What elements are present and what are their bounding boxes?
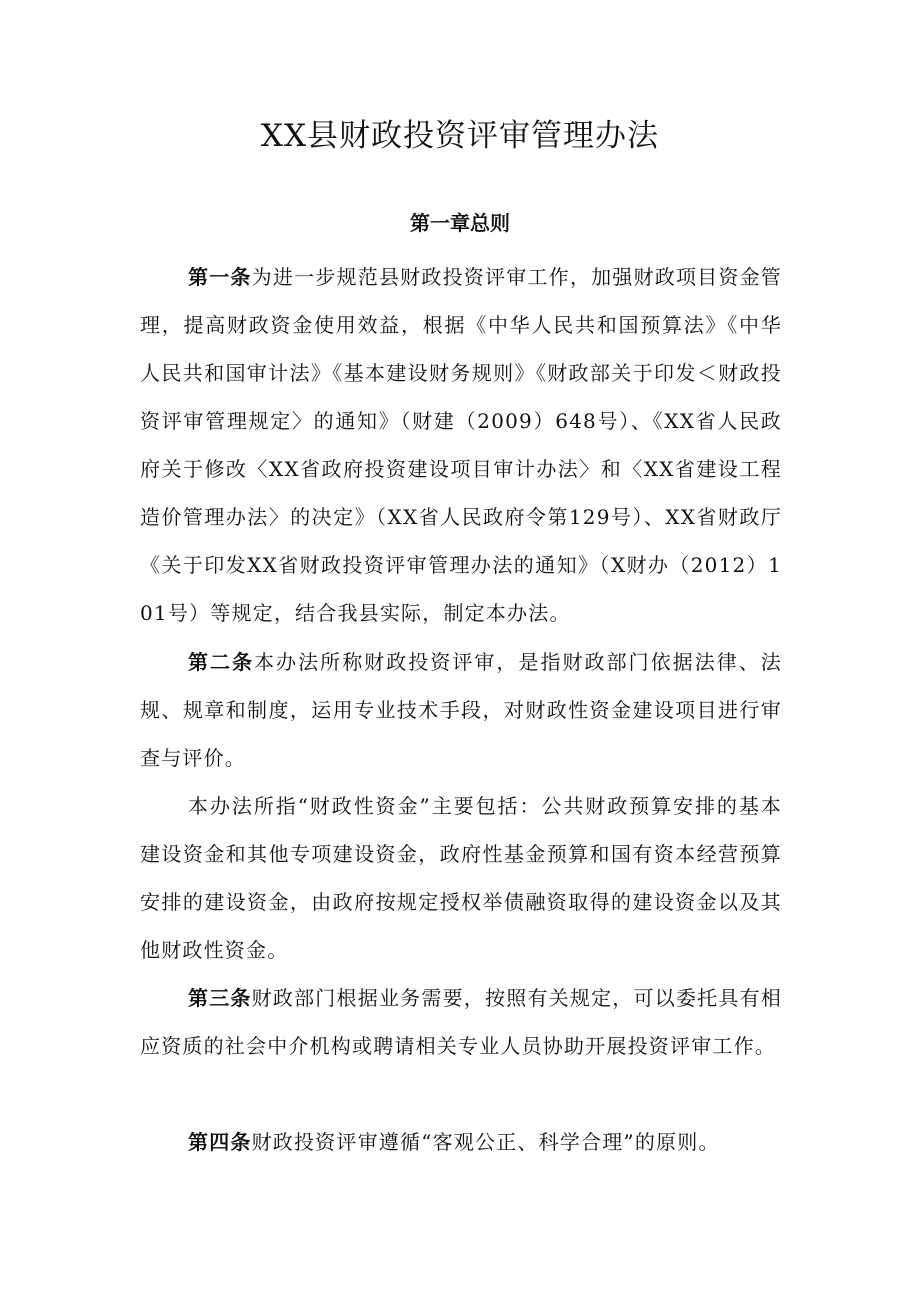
article-2-number: 第二条: [188, 650, 255, 674]
article-3-text: 财政部门根据业务需要，按照有关规定，可以委托具有相应资质的社会中介机构或聘请相关专业人员协助开展投资评审工作。: [140, 986, 783, 1058]
article-1-number: 第一条: [188, 265, 252, 289]
article-2-paragraph-2-text: 本办法所指“财政性资金”主要包括：公共财政预算安排的基本建设资金和其他专项建设资金，政府性基金预算和国有资本经营预算安排的建设资金，由政府按规定授权举债融资取得的建设资金以及其他财政性资金。: [140, 794, 782, 962]
article-2: [140, 638, 782, 782]
article-4-number: 第四条: [188, 1130, 252, 1154]
article-3: [140, 974, 782, 1070]
article-3-number: 第三条: [188, 986, 252, 1010]
article-2-text: 本办法所称财政投资评审，是指财政部门依据法律、法规、规章和制度，运用专业技术手段，对财政性资金建设项目进行审查与评价。: [140, 650, 782, 770]
article-1: [140, 253, 782, 637]
document-title: XX县财政投资评审管理办法: [260, 118, 660, 154]
article-4: [140, 1118, 782, 1166]
article-1-text: 为进一步规范县财政投资评审工作，加强财政项目资金管理，提高财政资金使用效益，根据《中华人民共和国预算法》《中华人民共和国审计法》《基本建设财务规则》《财政部关于印发＜财政投资评审管理规定〉的通知》（财建（2009）648号）、《XX省人民政府关于修改〈XX省政府投资建设项目审计办法〉和〈XX省建设工程造价管理办法〉的决定》（XX省人民政府令第129号）、XX省财政厅《关于印发XX省财政投资评审管理办法的通知》（X财办（2012）101号）等规定，结合我县实际，制定本办法。: [140, 265, 783, 625]
chapter-title: 第一章总则: [410, 211, 510, 235]
article-4-text: 财政投资评审遵循“客观公正、科学合理”的原则。: [251, 1130, 720, 1154]
article-2-paragraph-2: [140, 782, 782, 974]
